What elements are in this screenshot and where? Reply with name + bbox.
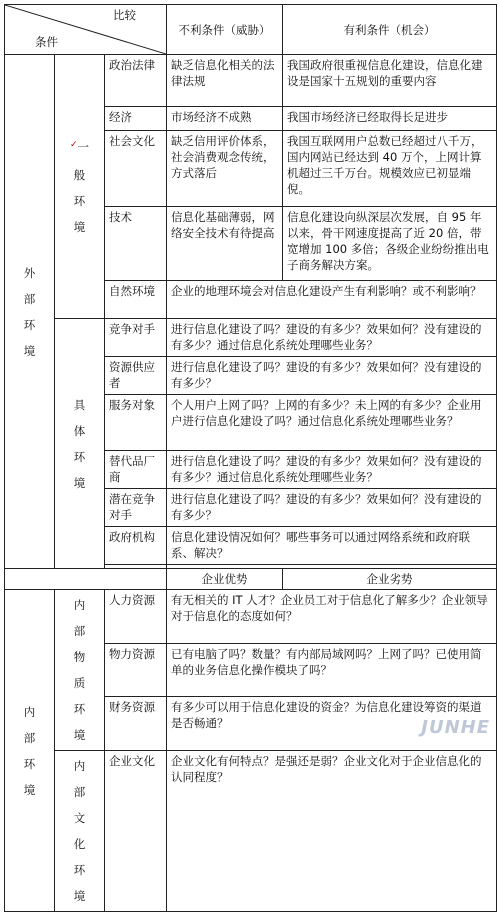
internal-disadvantage-header: 企业劣势 [283,569,497,590]
header-compare: 比较 [113,8,137,22]
unfavorable-politics: 缺乏信息化相关的法律法规 [167,55,283,107]
potential-competitors-text: 进行信息化建设了吗？建设的有多少？效果如何？没有建设的有多少？ [167,489,497,527]
suppliers-text: 进行信息化建设了吗？建设的有多少？效果如何？没有建设的有多少？ [167,357,497,395]
factor-potential-competitors: 潜在竞争对手 [105,489,167,527]
internal-label-text: 内 部 环 境 [23,704,36,797]
factor-nature: 自然环境 [105,281,167,319]
factor-government: 政府机构 [105,527,167,565]
human-resources-text: 有无相关的 IT 人才？企业员工对于信息化了解多少？企业领导对于信息化的态度如何？ [167,590,497,644]
factor-financial-resources: 财务资源 [105,697,167,751]
factor-corporate-culture: 企业文化 [105,751,167,912]
external-environment-label [5,55,55,569]
culture-label-text: 内 部 文 化 环 境 [73,759,86,903]
header-condition: 条件 [35,35,58,49]
internal-material-label [55,590,105,751]
header-favorable: 有利条件（机会） [283,5,497,55]
unfavorable-technology: 信息化基础薄弱，网络安全技术有待提高 [167,207,283,281]
financial-resources-text: 有多少可以用于信息化建设的资金？为信息化建设筹资的渠道是否畅通？ [167,697,497,751]
government-text: 信息化建设情况如何？哪些事务可以通过网络系统和政府联系、解决？ [167,527,497,565]
material-label-text: 内 部 物 质 环 境 [73,598,86,742]
favorable-economy: 我国市场经济已经取得长足进步 [283,107,497,131]
external-label-text: 外 部 环 境 [23,265,36,358]
factor-technology: 技术 [105,207,167,281]
specific-label-text: 具 体 环 境 [73,397,86,490]
competitors-text: 进行信息化建设了吗？建设的有多少？效果如何？没有建设的有多少？通过信息化系统处理哪些业务？ [167,319,497,357]
environment-analysis-table [4,4,497,912]
specific-environment-label [55,319,105,569]
factor-economy: 经济 [105,107,167,131]
internal-environment-label [5,590,55,912]
internal-advantage-header: 企业优势 [167,569,283,590]
corporate-culture-text: 企业文化有何特点？是强还是弱？企业文化对于企业信息化的认同程度？ [167,751,497,912]
favorable-society: 我国互联网用户总数已经超过八千万，国内网站已经达到 40 万个，上网计算机超过三千万台。规模效应已初显端倪。 [283,131,497,207]
red-mark-icon: ✓ [69,139,78,150]
general-label-text: 一 般 环 境 [73,139,90,234]
diagonal-line [5,5,166,54]
unfavorable-economy: 市场经济不成熟 [167,107,283,131]
favorable-politics: 我国政府很重视信息化建设，信息化建设是国家十五规划的重要内容 [283,55,497,107]
factor-society: 社会文化 [105,131,167,207]
factor-material-resources: 物力资源 [105,643,167,697]
substitutes-text: 进行信息化建设了吗？建设的有多少？效果如何？没有建设的有多少？通过信息化系统处理哪些业务？ [167,451,497,489]
factor-politics: 政治法律 [105,55,167,107]
diagonal-header-cell [5,5,167,55]
watermark-logo: JUNHE [421,717,490,738]
material-resources-text: 已有电脑了吗？数量？有内部局域网吗？上网了吗？已使用简单的业务信息化操作模块了吗？ [167,643,497,697]
factor-competitors: 竞争对手 [105,319,167,357]
header-unfavorable: 不利条件（威胁） [167,5,283,55]
factor-suppliers: 资源供应者 [105,357,167,395]
general-environment-label [55,55,105,319]
favorable-technology: 信息化建设向纵深层次发展，自 95 年以来，骨干网速度提高了近 20 倍，带宽增加 100 多倍；各级企业纷纷推出电子商务解决方案。 [283,207,497,281]
internal-culture-label [55,751,105,912]
factor-human-resources: 人力资源 [105,590,167,644]
internal-header-blank [5,569,167,590]
unfavorable-society: 缺乏信用评价体系，社会消费观念传统，方式落后 [167,131,283,207]
factor-customers: 服务对象 [105,395,167,451]
factor-substitutes: 替代品厂商 [105,451,167,489]
nature-text: 企业的地理环境会对信息化建设产生有利影响？或不利影响？ [167,281,497,319]
customers-text: 个人用户上网了吗？上网的有多少？未上网的有多少？企业用户进行信息化建设了吗？通过信息化系统处理哪些业务？ [167,395,497,451]
